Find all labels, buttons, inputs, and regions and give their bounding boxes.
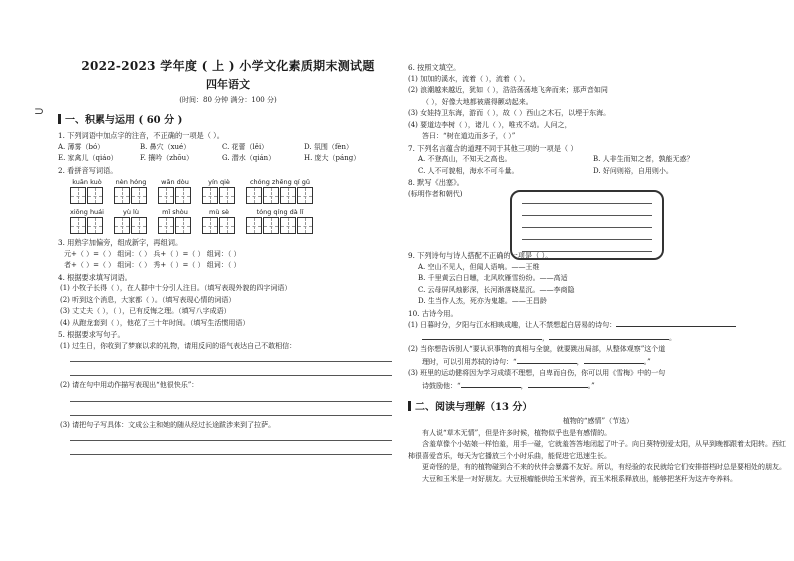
q10-item: (3) 班里的运动健将因为学习成绩不理想，自卑而自伤，你可以用《雪梅》中的一句 [408, 369, 666, 377]
section-heading-1: 一、积累与运用 ( 60 分 ) [58, 111, 398, 126]
answer-line[interactable] [522, 201, 652, 204]
char-box[interactable] [246, 187, 262, 204]
char-box[interactable] [87, 217, 103, 234]
q7-options-row2 [408, 166, 788, 178]
q5-item: (2) 请在句中用动作描写表现出“他很快乐”： [60, 381, 199, 389]
pinyin-group: mù sè [202, 208, 236, 234]
q1-option: E. 家禽儿（qiáo） [58, 154, 118, 162]
q1-option: D. 氛围（fèn） [304, 142, 354, 151]
answer-blank[interactable] [517, 356, 577, 364]
char-box[interactable] [131, 187, 147, 204]
q1-option: C. 花蕾（lěi） [222, 142, 269, 151]
q2-stem: 2. 看拼音写词语。 [58, 165, 118, 175]
answer-blank[interactable] [549, 332, 669, 340]
q9-option: C. 云母屏风烛影深，长河渐落晓星沉。——李商隐 [418, 285, 575, 294]
answer-line[interactable] [70, 392, 392, 402]
char-box[interactable] [202, 217, 218, 234]
answer-line[interactable] [70, 352, 392, 362]
q6-item: (1) 加加的溪水，流着（ ），流着（ ）。 [408, 74, 530, 83]
answer-blank[interactable] [584, 356, 644, 364]
char-box[interactable] [87, 187, 103, 204]
exam-meta: (时间：80 分钟 满分：100 分) [179, 96, 277, 104]
q9-stem: 9. 下列诗句与诗人搭配不正确的一项是（ ）。 [408, 251, 553, 260]
q7-option: D. 好问则裕，自用则小。 [593, 166, 673, 175]
char-box[interactable] [114, 217, 130, 234]
q9-option: B. 千里黄云白日曛，北风吹雁雪纷纷。——高适 [418, 274, 568, 282]
q4-item: (1) 小牧子长得（ ），在人群中十分引人注目。（填写表现外貌的四字词语） [60, 284, 292, 292]
pinyin-group: yù lù [114, 208, 148, 234]
q10-item: (2) 当你想告诉别人“要认识事物的真相与全貌，就要跳出局部，从整体观察”这个道 [408, 345, 666, 353]
answer-line[interactable] [70, 366, 392, 376]
q9-option: A. 空山不见人，但闻人语响。——王维 [418, 262, 540, 271]
char-box[interactable] [114, 187, 130, 204]
q6-item: 答曰：“树在道边而多子，（ ）” [422, 132, 516, 140]
q7-options-row1 [408, 154, 788, 166]
answer-blank[interactable] [528, 380, 588, 388]
q4-stem: 4. 根据要求填写词语。 [58, 272, 132, 282]
q1-options-row2 [58, 153, 398, 165]
char-box[interactable] [219, 187, 235, 204]
q5-stem: 5. 根据要求写句子。 [58, 330, 125, 339]
q7-option: C. 人不可貌相，海水不可斗量。 [418, 166, 519, 175]
q1-option: G. 潜水（qián） [222, 154, 276, 162]
char-box[interactable] [131, 217, 147, 234]
char-box[interactable] [297, 217, 313, 234]
char-box[interactable] [202, 187, 218, 204]
q1-option: H. 庞大（páng） [304, 154, 361, 162]
q3-row: 元+（ ）=（ ） 组词：（ ） 兵+（ ）=（ ） 组词：（ ） [64, 249, 241, 258]
q5-item: (3) 请把句子写具体：文成公主和她的随从经过长途跋涉来到了拉萨。 [60, 420, 276, 429]
char-box[interactable] [175, 187, 191, 204]
answer-line[interactable] [522, 249, 652, 252]
q4-item: (4) 从跑龙套到（ ），他花了三十年时间。（填写生活惯用语） [60, 318, 250, 327]
pinyin-group: nèn hóng [114, 178, 148, 204]
char-box[interactable] [70, 217, 86, 234]
q7-option: B. 人非生而知之者，孰能无惑？ [593, 155, 694, 163]
answer-line[interactable] [70, 431, 392, 441]
char-box[interactable] [246, 217, 262, 234]
q5-item: (1) 过生日，你收到了梦寐以求的礼物，请用反问的语气表达自己不敢相信： [60, 341, 297, 350]
char-box[interactable] [70, 187, 86, 204]
pinyin-group: tóng qíng dà lǐ [246, 208, 314, 234]
q1-stem: 1. 下列词语中加点字的注音，不正确的一项是（ ）。 [58, 131, 224, 140]
answer-line[interactable] [522, 225, 652, 228]
q8-note: (标明作者和朝代) [408, 189, 463, 198]
pinyin-group: mǐ shòu [158, 208, 192, 234]
q10-item: (1) 日暮时分，夕阳与江水相映成趣，让人不禁想起白居易的诗句： [408, 319, 788, 332]
exam-subject: 四年语文 [206, 78, 250, 91]
pinyin-row-2 [58, 208, 398, 234]
pinyin-group: kuān kuò [70, 178, 104, 204]
pinyin-group: chóng zhēng qí gǔ [246, 178, 314, 204]
pinyin-row-1 [58, 178, 398, 204]
q4-item: (3) 丈丈夫（ ），（ ），已有反悔之理。（填写八字成语） [60, 307, 231, 315]
left-column [58, 0, 398, 561]
answer-line[interactable] [522, 213, 652, 216]
char-box[interactable] [280, 217, 296, 234]
char-box[interactable] [263, 217, 279, 234]
article-paragraph: 有人说“草木无情”，但是许多时候，植物似乎也是有感情的。 [422, 428, 612, 437]
article-title: 植物的“感情”（节选） [562, 417, 634, 425]
pinyin-group: xiōng huái [70, 208, 104, 234]
pinyin-group: wān dòu [158, 178, 192, 204]
answer-line[interactable] [70, 406, 392, 416]
section-heading-2: 二、阅读与理解（13 分） [408, 398, 788, 413]
answer-blank[interactable] [616, 319, 736, 327]
q7-stem: 7. 下列名言蕴含的道理不同于其他三项的一项是（ ） [408, 143, 578, 153]
q6-item: (3) 女娃持卫东海，游而（ ），故（ ）西山之木石，以堙于东海。 [408, 109, 611, 117]
q1-option: B. 鼻穴（xué） [140, 142, 191, 151]
q10-answer-row: ， 。 [408, 332, 788, 345]
answer-blank[interactable] [461, 380, 521, 388]
q7-option: A. 不登高山，不知天之高也。 [418, 155, 512, 163]
char-box[interactable] [297, 187, 313, 204]
binding-mark: ⊃ [34, 104, 45, 118]
q8-stem: 8. 默写《出塞》。 [408, 178, 464, 187]
q10-stem: 10. 古诗今用。 [408, 308, 458, 318]
q1-option: A. 薄雾（bó） [58, 142, 105, 151]
pinyin-group: yín qiè [202, 178, 236, 204]
q6-item: （ ），好像大地都被震得颤动起来。 [422, 97, 533, 106]
q10-item: 理时，可以引用苏轼的诗句：“ ， 。” [422, 357, 651, 366]
q9-option: D. 生当作人杰，死亦为鬼雄。——王昌龄 [418, 297, 547, 305]
article-paragraph: 更奇怪的是，有的植物碰到合不来的伙伴会暴露不友好。所以，有经验的农民就给它们安排搭档时总是要相处的朋友。 [422, 463, 786, 471]
char-box[interactable] [175, 217, 191, 234]
q3-stem: 3. 用熟字加偏旁，组成新字，再组词。 [58, 238, 183, 247]
char-box[interactable] [158, 217, 174, 234]
char-box[interactable] [219, 217, 235, 234]
q3-row: 者+（ ）=（ ） 组词：（ ） 秀+（ ）=（ ） 组词：（ ） [64, 261, 241, 269]
poem-writing-scroll[interactable] [510, 190, 664, 260]
char-box[interactable] [280, 187, 296, 204]
exam-title: 2022-2023 学年度 ( 上 ) 小学文化素质期末测试题 [81, 59, 375, 73]
article-paragraph: 含羞草像个小姑娘一样怕羞，用手一碰，它就羞答答地闭起了叶子。向日葵特别爱太阳，从早到晚都跟着太阳转。西红柿很喜爱音乐，每天为它播放三个小时乐曲，能促进它迅速生长。 [408, 440, 786, 460]
q6-stem: 6. 按照文填空。 [408, 63, 461, 72]
q1-option: F. 攘吟（zhōu） [140, 154, 194, 162]
right-column [408, 0, 788, 561]
answer-line[interactable] [522, 237, 652, 240]
q4-item: (2) 听到这个消息，大家都（ ）。（填写表现心情的词语） [60, 295, 236, 304]
answer-blank[interactable] [422, 332, 542, 340]
q1-options-row1 [58, 142, 398, 154]
answer-line[interactable] [70, 445, 392, 455]
q6-item: (2) 浪潮越来越近，犹如（ ），浩浩荡荡地飞奔而来；那声音如同 [408, 86, 608, 94]
char-box[interactable] [263, 187, 279, 204]
q10-item: 诗鼓励他：“ ， 。” [422, 381, 595, 390]
q6-item: (4) 要道边李树（ ），诸儿（ ），唯戎不动。人问之， [408, 120, 572, 129]
char-box[interactable] [158, 187, 174, 204]
article-paragraph: 大豆和玉米是一对好朋友。大豆根瘤能供给玉米营养，而玉米根系释放出，能够把茎秆为这卉夸养料。 [422, 474, 737, 483]
